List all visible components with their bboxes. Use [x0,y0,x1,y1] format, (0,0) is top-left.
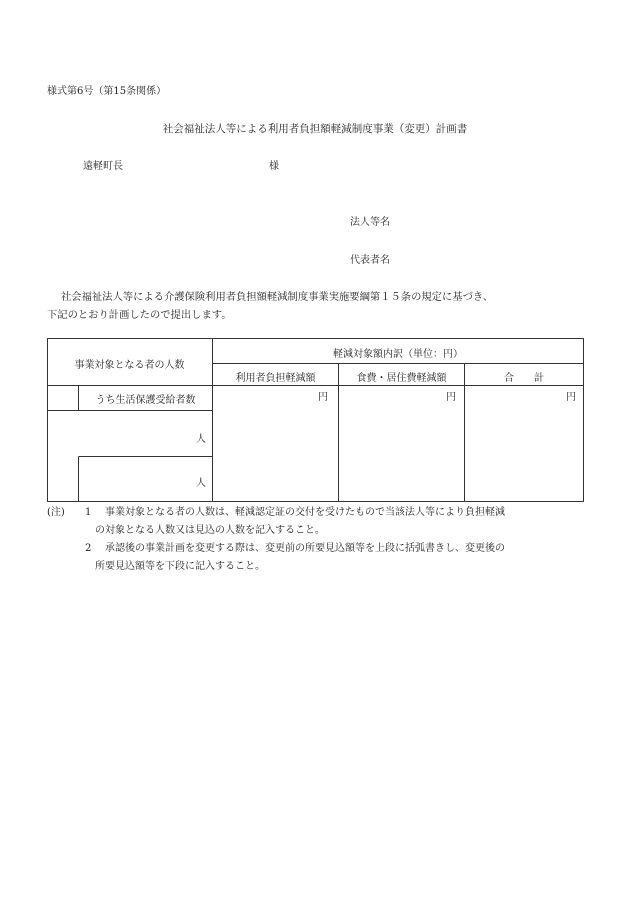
addressee-name: 遠軽町長 [83,161,123,172]
target-count-person-unit: 人 [196,434,206,445]
welfare-recipients-label: うち生活保護受給者数 [95,395,196,406]
addressee-honorific: 様 [269,161,279,172]
welfare-count-person-unit: 人 [196,478,206,489]
user-burden-reduction-header: 利用者負担軽減額 [235,373,316,384]
document-title: 社会福祉法人等による利用者負担額軽減制度事業（変更）計画書 [162,123,468,135]
target-count-header: 事業対象となる者の人数 [74,360,185,371]
form-number: 様式第6号（第15条関係） [47,86,167,97]
note-1-text-continued: の対象となる人数又は見込の人数を記入すること。 [95,525,325,536]
note-1-number: 1 [85,507,92,518]
food-housing-reduction-header: 食費・居住費軽減額 [356,373,447,384]
note-2-number: 2 [85,543,92,554]
note-2-text: 承認後の事業計画を変更する際は、変更前の所要見込額等を上段に括弧書きし、変更後の [105,543,505,554]
food-housing-yen-unit: 円 [446,392,456,403]
notes-label: (注) [47,507,65,518]
breakdown-header: 軽減対象額内訳（単位：円） [333,349,463,360]
total-yen-unit: 円 [566,392,576,403]
corporation-name-label: 法人等名 [350,217,390,228]
body-text-line-2: 下記のとおり計画したので提出します。 [47,309,232,321]
user-burden-yen-unit: 円 [318,392,328,403]
body-text-line-1: 社会福祉法人等による介護保険利用者負担額軽減制度事業実施要綱第１５条の規定に基づき、 [61,291,494,303]
representative-name-label: 代表者名 [350,255,390,266]
note-1-text: 事業対象となる者の人数は、軽減認定証の交付を受けたもので当該法人等により負担軽減 [105,507,505,518]
notes-section [47,504,587,576]
total-header: 合 計 [504,373,544,384]
note-2-text-continued: 所要見込額等を下段に記入すること。 [95,561,265,572]
